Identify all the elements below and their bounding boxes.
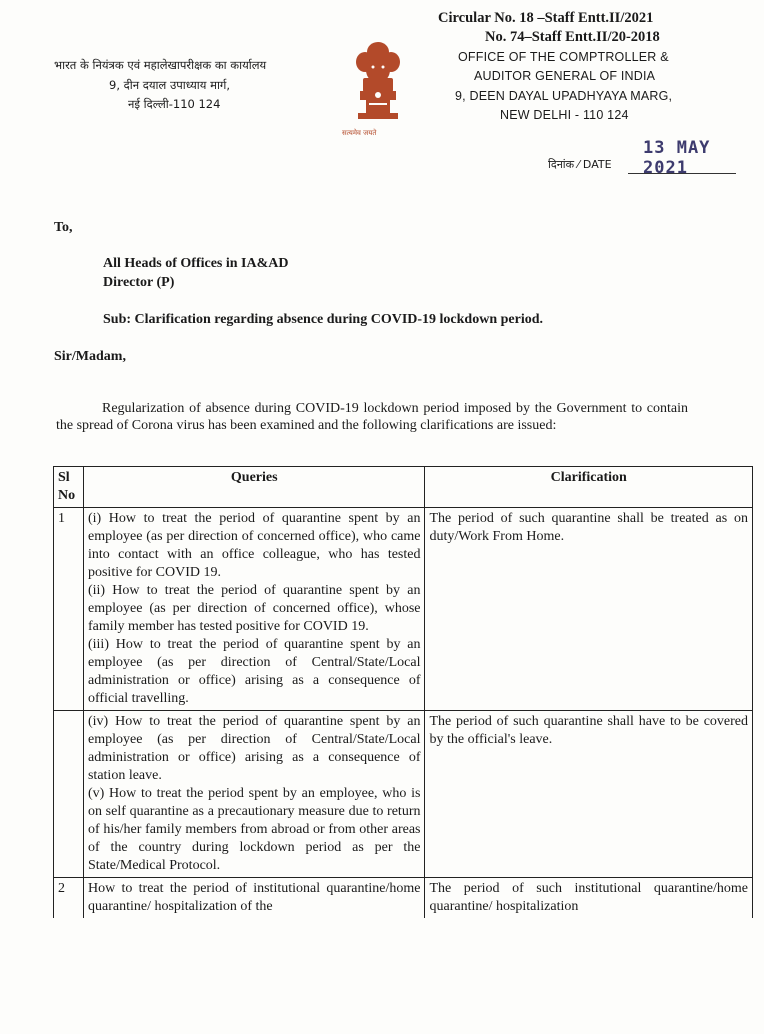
query-item: How to treat the period of institutional quarantine/home quarantine/ hospitalization of the (87, 881, 421, 914)
row-queries (83, 711, 425, 878)
english-address-line3: 9, DEEN DAYAL UPADHYAYA MARG, (455, 89, 673, 103)
hindi-address-line2: 9, दीन दयाल उपाध्याय मार्ग, (109, 78, 231, 92)
date-label: दिनांक ⁄ DATE (548, 158, 612, 171)
english-address-line1: OFFICE OF THE COMPTROLLER & (458, 50, 669, 64)
clarification-text: The period of such institutional quarantine/home quarantine/ hospitalization (429, 881, 748, 914)
query-item: (iv) How to treat the period of quarantine spent by an employee (as per direction of Central/State/Local administration or office) arising as a consequence of station leave. (87, 714, 421, 783)
letter-to: To, (54, 220, 73, 235)
salutation: Sir/Madam, (54, 349, 126, 364)
table-row (54, 878, 753, 919)
row-sl (54, 711, 84, 878)
date-stamp: 13 MAY 2021 (643, 138, 711, 178)
english-address-line4: NEW DELHI - 110 124 (500, 108, 629, 122)
row-queries (83, 508, 425, 711)
subject-line: Sub: Clarification regarding absence during COVID-19 lockdown period. (103, 312, 543, 327)
intro-paragraph: Regularization of absence during COVID-19 lockdown period imposed by the Government to contain the spread of Corona virus has been examined and the following clarifications are issued: (56, 401, 688, 433)
query-item: (i) How to treat the period of quarantine spent by an employee (as per direction of concerned office), who came into contact with an office colleague, who has tested positive for COVID 19. (87, 511, 421, 580)
clarification-text: The period of such quarantine shall have to be covered by the official's leave. (429, 714, 748, 747)
header-sl-no: Sl No (54, 467, 84, 508)
english-address-line2: AUDITOR GENERAL OF INDIA (474, 69, 656, 83)
table-row (54, 508, 753, 711)
clarification-text: The period of such quarantine shall be treated as on duty/Work From Home. (429, 511, 748, 544)
hindi-address-line1: भारत के नियंत्रक एवं महालेखापरीक्षक का कार्यालय (54, 58, 267, 72)
circular-number-line2: No. 74–Staff Entt.II/20-2018 (485, 29, 660, 45)
recipient-line1: All Heads of Offices in IA&AD (103, 256, 289, 271)
table-header-row (54, 467, 753, 508)
row-clarification (425, 508, 753, 711)
clarification-table (53, 466, 753, 918)
row-clarification (425, 878, 753, 919)
national-emblem-icon (342, 38, 408, 143)
circular-number-line1: Circular No. 18 –Staff Entt.II/2021 (438, 10, 654, 26)
table-row (54, 711, 753, 878)
emblem-motto: सत्यमेव जयते (342, 129, 377, 137)
query-item: (v) How to treat the period spent by an employee, who is on self quarantine as a precautionary measure due to return of his/her family members from abroad or from other areas of the country during lockdown period as per the State/Medical Protocol. (87, 786, 421, 873)
query-item: (ii) How to treat the period of quarantine spent by an employee (as per direction of concerned office), whose family member has tested positive for COVID 19. (87, 583, 421, 634)
hindi-address-line3: नई दिल्ली-110 124 (128, 97, 221, 111)
row-clarification (425, 711, 753, 878)
date-line (628, 173, 736, 174)
row-sl: 2 (54, 878, 84, 919)
recipient-line2: Director (P) (103, 275, 175, 290)
header-clarification: Clarification (425, 467, 753, 508)
header-queries: Queries (83, 467, 425, 508)
row-queries (83, 878, 425, 919)
row-sl: 1 (54, 508, 84, 711)
query-item: (iii) How to treat the period of quarantine spent by an employee (as per direction of Central/State/Local administration or office) arising as a consequence of official travelling. (87, 637, 421, 706)
